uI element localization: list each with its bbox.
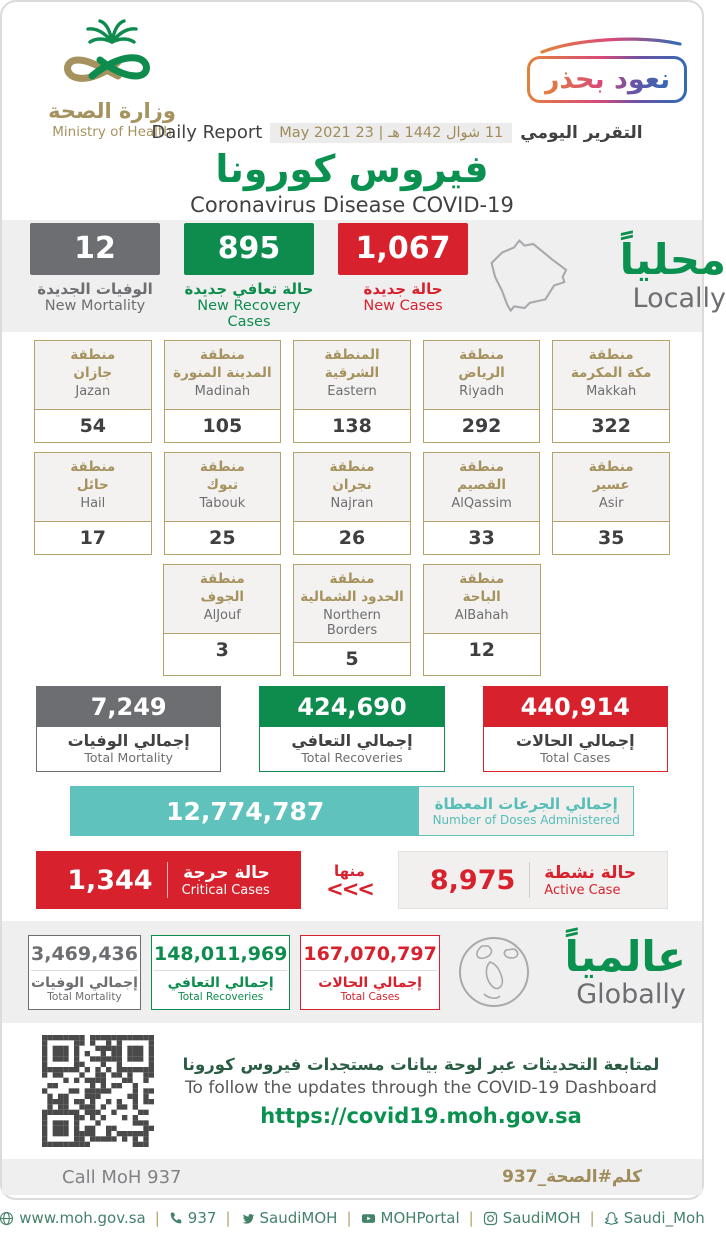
separator: | bbox=[468, 1209, 474, 1228]
region-name-ar-line1: منطقة bbox=[199, 347, 245, 363]
stat-label-en: New Recovery Cases bbox=[197, 297, 301, 330]
active-cases-label-ar: حالة نشطة bbox=[544, 862, 637, 883]
total-value: 7,249 bbox=[37, 687, 220, 727]
badge-text: نعود بحذر bbox=[543, 64, 671, 95]
region-header bbox=[424, 341, 540, 409]
stat-label-ar: حالة تعافي جديدة bbox=[184, 279, 314, 298]
globally-heading-ar: عالمياً bbox=[564, 931, 686, 981]
doses-bar bbox=[70, 786, 634, 836]
total-label-ar: إجمالي التعافي bbox=[291, 731, 413, 751]
doses-label-en: Number of Doses Administered bbox=[432, 813, 620, 828]
dashboard-text bbox=[180, 1055, 662, 1128]
new-stat bbox=[30, 223, 160, 314]
active-cases-box bbox=[398, 851, 668, 909]
doses-value: 12,774,787 bbox=[71, 787, 419, 835]
region-header bbox=[424, 565, 540, 633]
global-stat-value: 3,469,436 bbox=[31, 942, 138, 965]
globally-heading bbox=[548, 931, 686, 1010]
title-block bbox=[2, 148, 702, 217]
region-name-en: Northern Borders bbox=[323, 608, 381, 639]
saudi-arabia-map-icon bbox=[484, 237, 572, 315]
region-header bbox=[165, 341, 281, 409]
region-name-ar-line1: منطقة bbox=[70, 459, 116, 475]
global-stat-label-en: Total Mortality bbox=[47, 990, 122, 1003]
region-name-en: Asir bbox=[598, 496, 624, 512]
region-name-ar-line1: منطقة bbox=[459, 459, 505, 475]
globe-icon bbox=[0, 1211, 14, 1226]
divider bbox=[529, 862, 530, 898]
region-value: 54 bbox=[35, 409, 151, 442]
hashtag-label: كلم#الصحة_937 bbox=[502, 1167, 642, 1188]
call-strip bbox=[2, 1159, 702, 1195]
dashboard-line-ar: لمتابعة التحديثات عبر لوحة بيانات مستجدات فيروس كورونا bbox=[182, 1054, 660, 1074]
region-value: 25 bbox=[165, 521, 281, 554]
locally-heading bbox=[588, 235, 726, 314]
region-name-ar-line2: الرياض bbox=[458, 364, 505, 381]
global-stat-label-en: Total Cases bbox=[340, 990, 400, 1003]
youtube-icon bbox=[361, 1211, 376, 1226]
global-stat-box bbox=[28, 935, 141, 1010]
separator: | bbox=[346, 1209, 352, 1228]
region-value: 17 bbox=[35, 521, 151, 554]
global-stat-label-ar: إجمالي التعافي bbox=[154, 970, 287, 991]
social-label: SaudiMOH bbox=[259, 1209, 338, 1228]
region-box bbox=[293, 340, 411, 443]
regions-row-2 bbox=[34, 452, 670, 555]
total-box bbox=[259, 686, 444, 772]
regions-grid bbox=[2, 332, 702, 676]
region-box bbox=[423, 564, 541, 676]
global-stat-label-en: Total Recoveries bbox=[178, 990, 264, 1003]
call-moh-label: Call MoH 937 bbox=[62, 1166, 182, 1188]
social-bar bbox=[2, 1195, 705, 1241]
region-value: 35 bbox=[553, 521, 669, 554]
region-name-en: Riyadh bbox=[459, 384, 504, 400]
region-name-ar-line1: منطقة bbox=[329, 571, 375, 587]
phone-icon bbox=[169, 1211, 183, 1225]
region-name-ar-line1: منطقة bbox=[459, 347, 505, 363]
page-title-english: Coronavirus Disease COVID-19 bbox=[190, 192, 514, 217]
region-name-ar-line1: منطقة bbox=[70, 347, 116, 363]
region-name-ar-line2: حائل bbox=[76, 476, 109, 493]
critical-cases-label-en: Critical Cases bbox=[181, 882, 270, 898]
region-name-ar-line1: منطقة bbox=[588, 459, 634, 475]
region-header bbox=[553, 341, 669, 409]
total-value: 440,914 bbox=[484, 687, 667, 727]
social-label: Saudi_Moh bbox=[623, 1209, 705, 1228]
globe-icon bbox=[454, 932, 534, 1012]
region-name-ar-line2: نجران bbox=[332, 476, 372, 493]
region-box bbox=[293, 452, 411, 555]
regions-row-3 bbox=[163, 564, 540, 676]
doses-label bbox=[419, 787, 633, 835]
total-labels bbox=[484, 727, 667, 771]
doses-label-ar: إجمالي الجرعات المعطاة bbox=[434, 795, 618, 814]
region-name-en: AlQassim bbox=[451, 496, 512, 512]
active-cases-value: 8,975 bbox=[429, 864, 516, 896]
region-box bbox=[164, 452, 282, 555]
page-title-arabic: فيروس كورونا bbox=[215, 147, 489, 191]
return-with-caution-badge bbox=[526, 36, 688, 103]
critical-cases-labels bbox=[182, 863, 270, 898]
social-website[interactable] bbox=[0, 1209, 146, 1227]
twitter-icon bbox=[240, 1211, 255, 1226]
region-box bbox=[423, 452, 541, 555]
chevrons-left-icon: <<< bbox=[326, 876, 373, 901]
region-header bbox=[553, 453, 669, 521]
region-name-ar-line2: القصيم bbox=[457, 476, 506, 493]
instagram-icon bbox=[483, 1211, 498, 1226]
total-label-ar: إجمالي الوفيات bbox=[67, 731, 190, 751]
region-name-ar-line2: مكة المكرمة bbox=[570, 364, 652, 381]
stat-label-en: New Mortality bbox=[44, 297, 146, 314]
ministry-name-arabic: وزارة الصحة bbox=[48, 99, 176, 123]
locally-stats bbox=[30, 223, 468, 330]
region-header bbox=[294, 453, 410, 521]
global-stat-label-ar: إجمالي الحالات bbox=[303, 970, 436, 991]
region-name-en: Hail bbox=[80, 496, 106, 512]
dashboard-section bbox=[2, 1023, 702, 1155]
separator: | bbox=[225, 1209, 231, 1228]
region-box bbox=[34, 340, 152, 443]
daily-report-label-ar: التقرير اليومي bbox=[520, 122, 643, 143]
global-stat-box bbox=[300, 935, 439, 1010]
ministry-name-english: Ministry of Health bbox=[52, 124, 172, 140]
of-which-label: منها bbox=[334, 861, 365, 880]
snapchat-icon bbox=[604, 1211, 619, 1226]
globally-heading-en: Globally bbox=[576, 978, 686, 1010]
region-name-en: Eastern bbox=[327, 384, 377, 400]
total-box bbox=[36, 686, 221, 772]
region-header bbox=[35, 341, 151, 409]
region-name-ar-line1: منطقة bbox=[329, 459, 375, 475]
region-value: 292 bbox=[424, 409, 540, 442]
region-name-en: Madinah bbox=[194, 384, 251, 400]
critical-cases-label-ar: حالة حرجة bbox=[183, 862, 270, 883]
globally-section bbox=[2, 921, 702, 1023]
totals-row bbox=[2, 676, 702, 780]
dashboard-link[interactable]: https://covid19.moh.gov.sa bbox=[260, 1103, 582, 1128]
region-name-ar-line1: منطقة bbox=[588, 347, 634, 363]
daily-report-label-en: Daily Report bbox=[151, 122, 263, 143]
region-name-ar-line1: المنطقة bbox=[324, 347, 380, 363]
total-label-en: Total Recoveries bbox=[301, 750, 403, 766]
global-stat-value: 167,070,797 bbox=[303, 942, 437, 965]
social-instagram[interactable] bbox=[483, 1209, 581, 1227]
region-value: 322 bbox=[553, 409, 669, 442]
report-date-row bbox=[2, 122, 702, 143]
region-value: 138 bbox=[294, 409, 410, 442]
total-box bbox=[483, 686, 668, 772]
region-name-en: AlBahah bbox=[454, 608, 509, 624]
active-critical-row bbox=[36, 851, 668, 909]
region-name-ar-line2: الشرقية bbox=[324, 364, 380, 381]
region-value: 12 bbox=[424, 633, 540, 666]
social-phone[interactable] bbox=[169, 1209, 217, 1227]
new-stat bbox=[184, 223, 314, 330]
region-name-ar-line2: المدينة المنورة bbox=[173, 364, 272, 381]
region-name-ar-line2: عسير bbox=[592, 476, 630, 493]
locally-heading-ar: محلياً bbox=[619, 235, 726, 285]
social-twitter[interactable] bbox=[240, 1209, 338, 1227]
total-label-ar: إجمالي الحالات bbox=[516, 731, 635, 751]
region-value: 5 bbox=[294, 642, 410, 675]
critical-cases-box bbox=[36, 851, 301, 909]
total-value: 424,690 bbox=[260, 687, 443, 727]
social-label: SaudiMOH bbox=[502, 1209, 581, 1228]
of-which-connector bbox=[311, 862, 388, 899]
region-name-ar-line1: منطقة bbox=[459, 571, 505, 587]
qr-code bbox=[42, 1035, 154, 1147]
region-box bbox=[34, 452, 152, 555]
total-labels bbox=[37, 727, 220, 771]
regions-row-1 bbox=[34, 340, 670, 443]
critical-cases-value: 1,344 bbox=[67, 864, 153, 896]
region-name-en: AlJouf bbox=[203, 608, 241, 624]
social-snapchat[interactable] bbox=[604, 1209, 705, 1227]
region-name-en: Najran bbox=[330, 496, 374, 512]
region-name-ar-line1: منطقة bbox=[199, 571, 245, 587]
region-box bbox=[423, 340, 541, 443]
region-value: 105 bbox=[165, 409, 281, 442]
region-header bbox=[294, 341, 410, 409]
region-header bbox=[35, 453, 151, 521]
new-stat bbox=[338, 223, 468, 314]
total-label-en: Total Cases bbox=[540, 750, 611, 766]
header bbox=[2, 2, 702, 220]
active-cases-label-en: Active Case bbox=[544, 882, 621, 898]
region-box bbox=[293, 564, 411, 676]
stat-label-en: New Cases bbox=[363, 297, 443, 314]
region-name-en: Tabouk bbox=[199, 496, 246, 512]
region-header bbox=[164, 565, 280, 633]
region-box bbox=[552, 340, 670, 443]
global-stat-label-ar: إجمالي الوفيات bbox=[31, 970, 138, 991]
region-name-en: Makkah bbox=[586, 384, 637, 400]
total-label-en: Total Mortality bbox=[84, 750, 173, 766]
locally-heading-en: Locally bbox=[632, 282, 726, 314]
region-header bbox=[424, 453, 540, 521]
region-name-ar-line1: منطقة bbox=[199, 459, 245, 475]
region-value: 26 bbox=[294, 521, 410, 554]
dashboard-line-en: To follow the updates through the COVID-19 Dashboard bbox=[185, 1077, 657, 1098]
region-name-en: Jazan bbox=[75, 384, 111, 400]
region-box bbox=[164, 340, 282, 443]
stat-value: 1,067 bbox=[338, 223, 468, 275]
stat-label-ar: الوفيات الجديدة bbox=[37, 279, 153, 298]
social-youtube[interactable] bbox=[361, 1209, 460, 1227]
global-stat-value: 148,011,969 bbox=[153, 942, 288, 965]
region-name-ar-line2: جازان bbox=[73, 364, 113, 381]
stat-value: 895 bbox=[184, 223, 314, 275]
separator: | bbox=[589, 1209, 595, 1228]
stat-label-ar: حالة جديدة bbox=[363, 279, 443, 298]
active-cases-labels bbox=[544, 863, 636, 898]
report-date: 11 شوال 1442 هـ | 23 May 2021 bbox=[270, 123, 512, 143]
separator: | bbox=[154, 1209, 160, 1228]
stat-value: 12 bbox=[30, 223, 160, 275]
region-header bbox=[165, 453, 281, 521]
social-label: www.moh.gov.sa bbox=[19, 1209, 146, 1228]
divider bbox=[167, 862, 168, 898]
global-stat-box bbox=[151, 935, 290, 1010]
locally-section bbox=[2, 220, 726, 332]
region-name-ar-line2: الجوف bbox=[200, 588, 245, 605]
region-name-ar-line2: تبوك bbox=[206, 476, 239, 493]
region-value: 3 bbox=[164, 633, 280, 666]
social-label: MOHPortal bbox=[380, 1209, 460, 1228]
region-box bbox=[163, 564, 281, 676]
total-labels bbox=[260, 727, 443, 771]
badge-swoosh bbox=[536, 36, 686, 54]
moh-logo-icon bbox=[50, 18, 174, 94]
region-header bbox=[294, 565, 410, 642]
global-stats bbox=[28, 935, 440, 1010]
region-box bbox=[552, 452, 670, 555]
social-label: 937 bbox=[187, 1209, 217, 1228]
region-value: 33 bbox=[424, 521, 540, 554]
region-name-ar-line2: الحدود الشمالية bbox=[300, 588, 404, 605]
region-name-ar-line2: الباحة bbox=[462, 588, 501, 605]
